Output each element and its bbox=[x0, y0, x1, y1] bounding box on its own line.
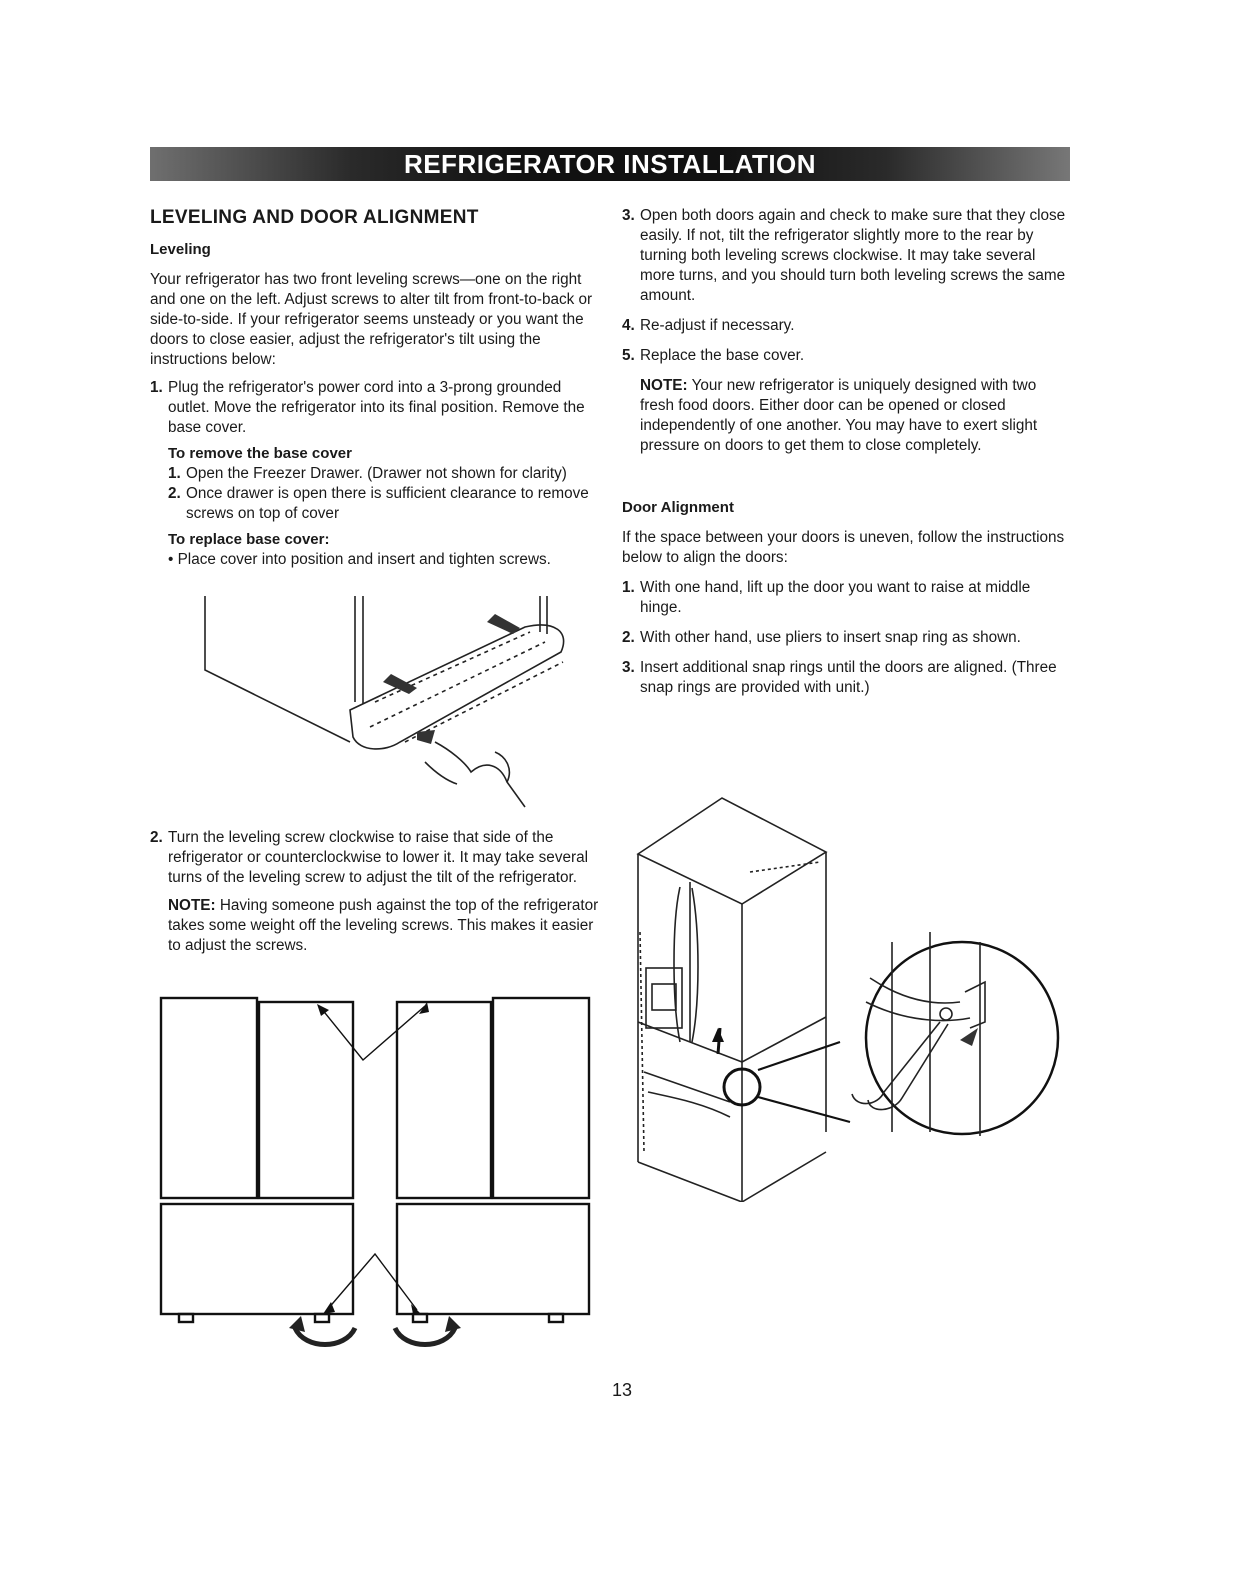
banner-title: REFRIGERATOR INSTALLATION bbox=[403, 148, 817, 179]
door-step-3-number: 3. bbox=[622, 659, 635, 676]
remove-step-1-number: 1. bbox=[168, 465, 181, 482]
remove-cover-heading: To remove the base cover bbox=[168, 445, 352, 462]
step-2 bbox=[150, 828, 600, 888]
door-note-text: Your new refrigerator is uniquely designed with two fresh food doors. Either door can be opened or closed independently of one another. You may have to exert slight pressure on doors to get them to close completely. bbox=[640, 377, 1038, 454]
leveling-note bbox=[150, 896, 600, 956]
leveling-note-text: Having someone push against the top of the refrigerator takes some weight off the leveling screws. This makes it easier to adjust the screws. bbox=[168, 897, 599, 954]
door-leveling-diagram bbox=[155, 992, 595, 1362]
step-2-text: Turn the leveling screw clockwise to raise that side of the refrigerator or counterclockwise to lower it. It may take several turns of the leveling screw to adjust the tilt of the refrigerator. bbox=[168, 829, 588, 886]
step-5-text: Replace the base cover. bbox=[640, 347, 805, 364]
remove-step-2 bbox=[150, 484, 600, 524]
door-step-2-text: With other hand, use pliers to insert snap ring as shown. bbox=[640, 629, 1021, 646]
page-number: 13 bbox=[611, 1380, 633, 1400]
step-3-number: 3. bbox=[622, 207, 635, 224]
snap-ring-illustration bbox=[630, 792, 1070, 1202]
base-cover-illustration bbox=[195, 592, 575, 822]
step-1-number: 1. bbox=[150, 379, 163, 396]
remove-step-1 bbox=[150, 464, 600, 484]
left-column-top bbox=[150, 206, 600, 570]
door-alignment-intro: If the space between your doors is uneven, follow the instructions below to align the doors: bbox=[622, 529, 1065, 566]
step-3 bbox=[622, 206, 1067, 306]
remove-step-2-number: 2. bbox=[168, 485, 181, 502]
step-4-text: Re-adjust if necessary. bbox=[640, 317, 795, 334]
leveling-note-label: NOTE: bbox=[168, 897, 216, 914]
door-step-1-text: With one hand, lift up the door you want to raise at middle hinge. bbox=[640, 579, 1031, 616]
door-step-3-text: Insert additional snap rings until the doors are aligned. (Three snap rings are provided with unit.) bbox=[640, 659, 1057, 696]
step-5-number: 5. bbox=[622, 347, 635, 364]
remove-step-2-text: Once drawer is open there is sufficient clearance to remove screws on top of cover bbox=[186, 485, 589, 522]
leveling-heading: Leveling bbox=[150, 241, 211, 258]
replace-cover-bullet: • Place cover into position and insert and tighten screws. bbox=[168, 551, 551, 568]
door-step-2-number: 2. bbox=[622, 629, 635, 646]
section-title: LEVELING AND DOOR ALIGNMENT bbox=[150, 207, 479, 228]
step-2-number: 2. bbox=[150, 829, 163, 846]
door-step-1 bbox=[622, 578, 1067, 618]
leveling-intro: Your refrigerator has two front leveling screws—one on the right and one on the left. Adjust screws to alter tilt from front-to-back or side-to-side. If your refrigerator seems unsteady or you want the doors to close easier, adjust the refrigerator's tilt using the instructions below: bbox=[150, 271, 593, 368]
step-1-text: Plug the refrigerator's power cord into a 3-prong grounded outlet. Move the refrigerator into its final position. Remove the base cover. bbox=[168, 379, 585, 436]
step-3-text: Open both doors again and check to make sure that they close easily. If not, tilt the refrigerator slightly more to the rear by turning both leveling screws clockwise. It may take several more turns, and you should turn both leveling screws the same amount. bbox=[640, 207, 1066, 304]
door-step-1-number: 1. bbox=[622, 579, 635, 596]
step-4-number: 4. bbox=[622, 317, 635, 334]
right-column bbox=[622, 206, 1067, 698]
replace-cover-heading: To replace base cover: bbox=[168, 531, 330, 548]
step-5 bbox=[622, 346, 1067, 366]
section-banner bbox=[150, 147, 1070, 181]
remove-step-1-text: Open the Freezer Drawer. (Drawer not shown for clarity) bbox=[186, 465, 567, 482]
step-4 bbox=[622, 316, 1067, 336]
door-step-2 bbox=[622, 628, 1067, 648]
door-note-label: NOTE: bbox=[640, 377, 688, 394]
door-alignment-heading: Door Alignment bbox=[622, 499, 734, 516]
door-step-3 bbox=[622, 658, 1067, 698]
step-1 bbox=[150, 378, 600, 438]
left-column-bottom bbox=[150, 828, 600, 956]
door-note bbox=[622, 376, 1067, 456]
